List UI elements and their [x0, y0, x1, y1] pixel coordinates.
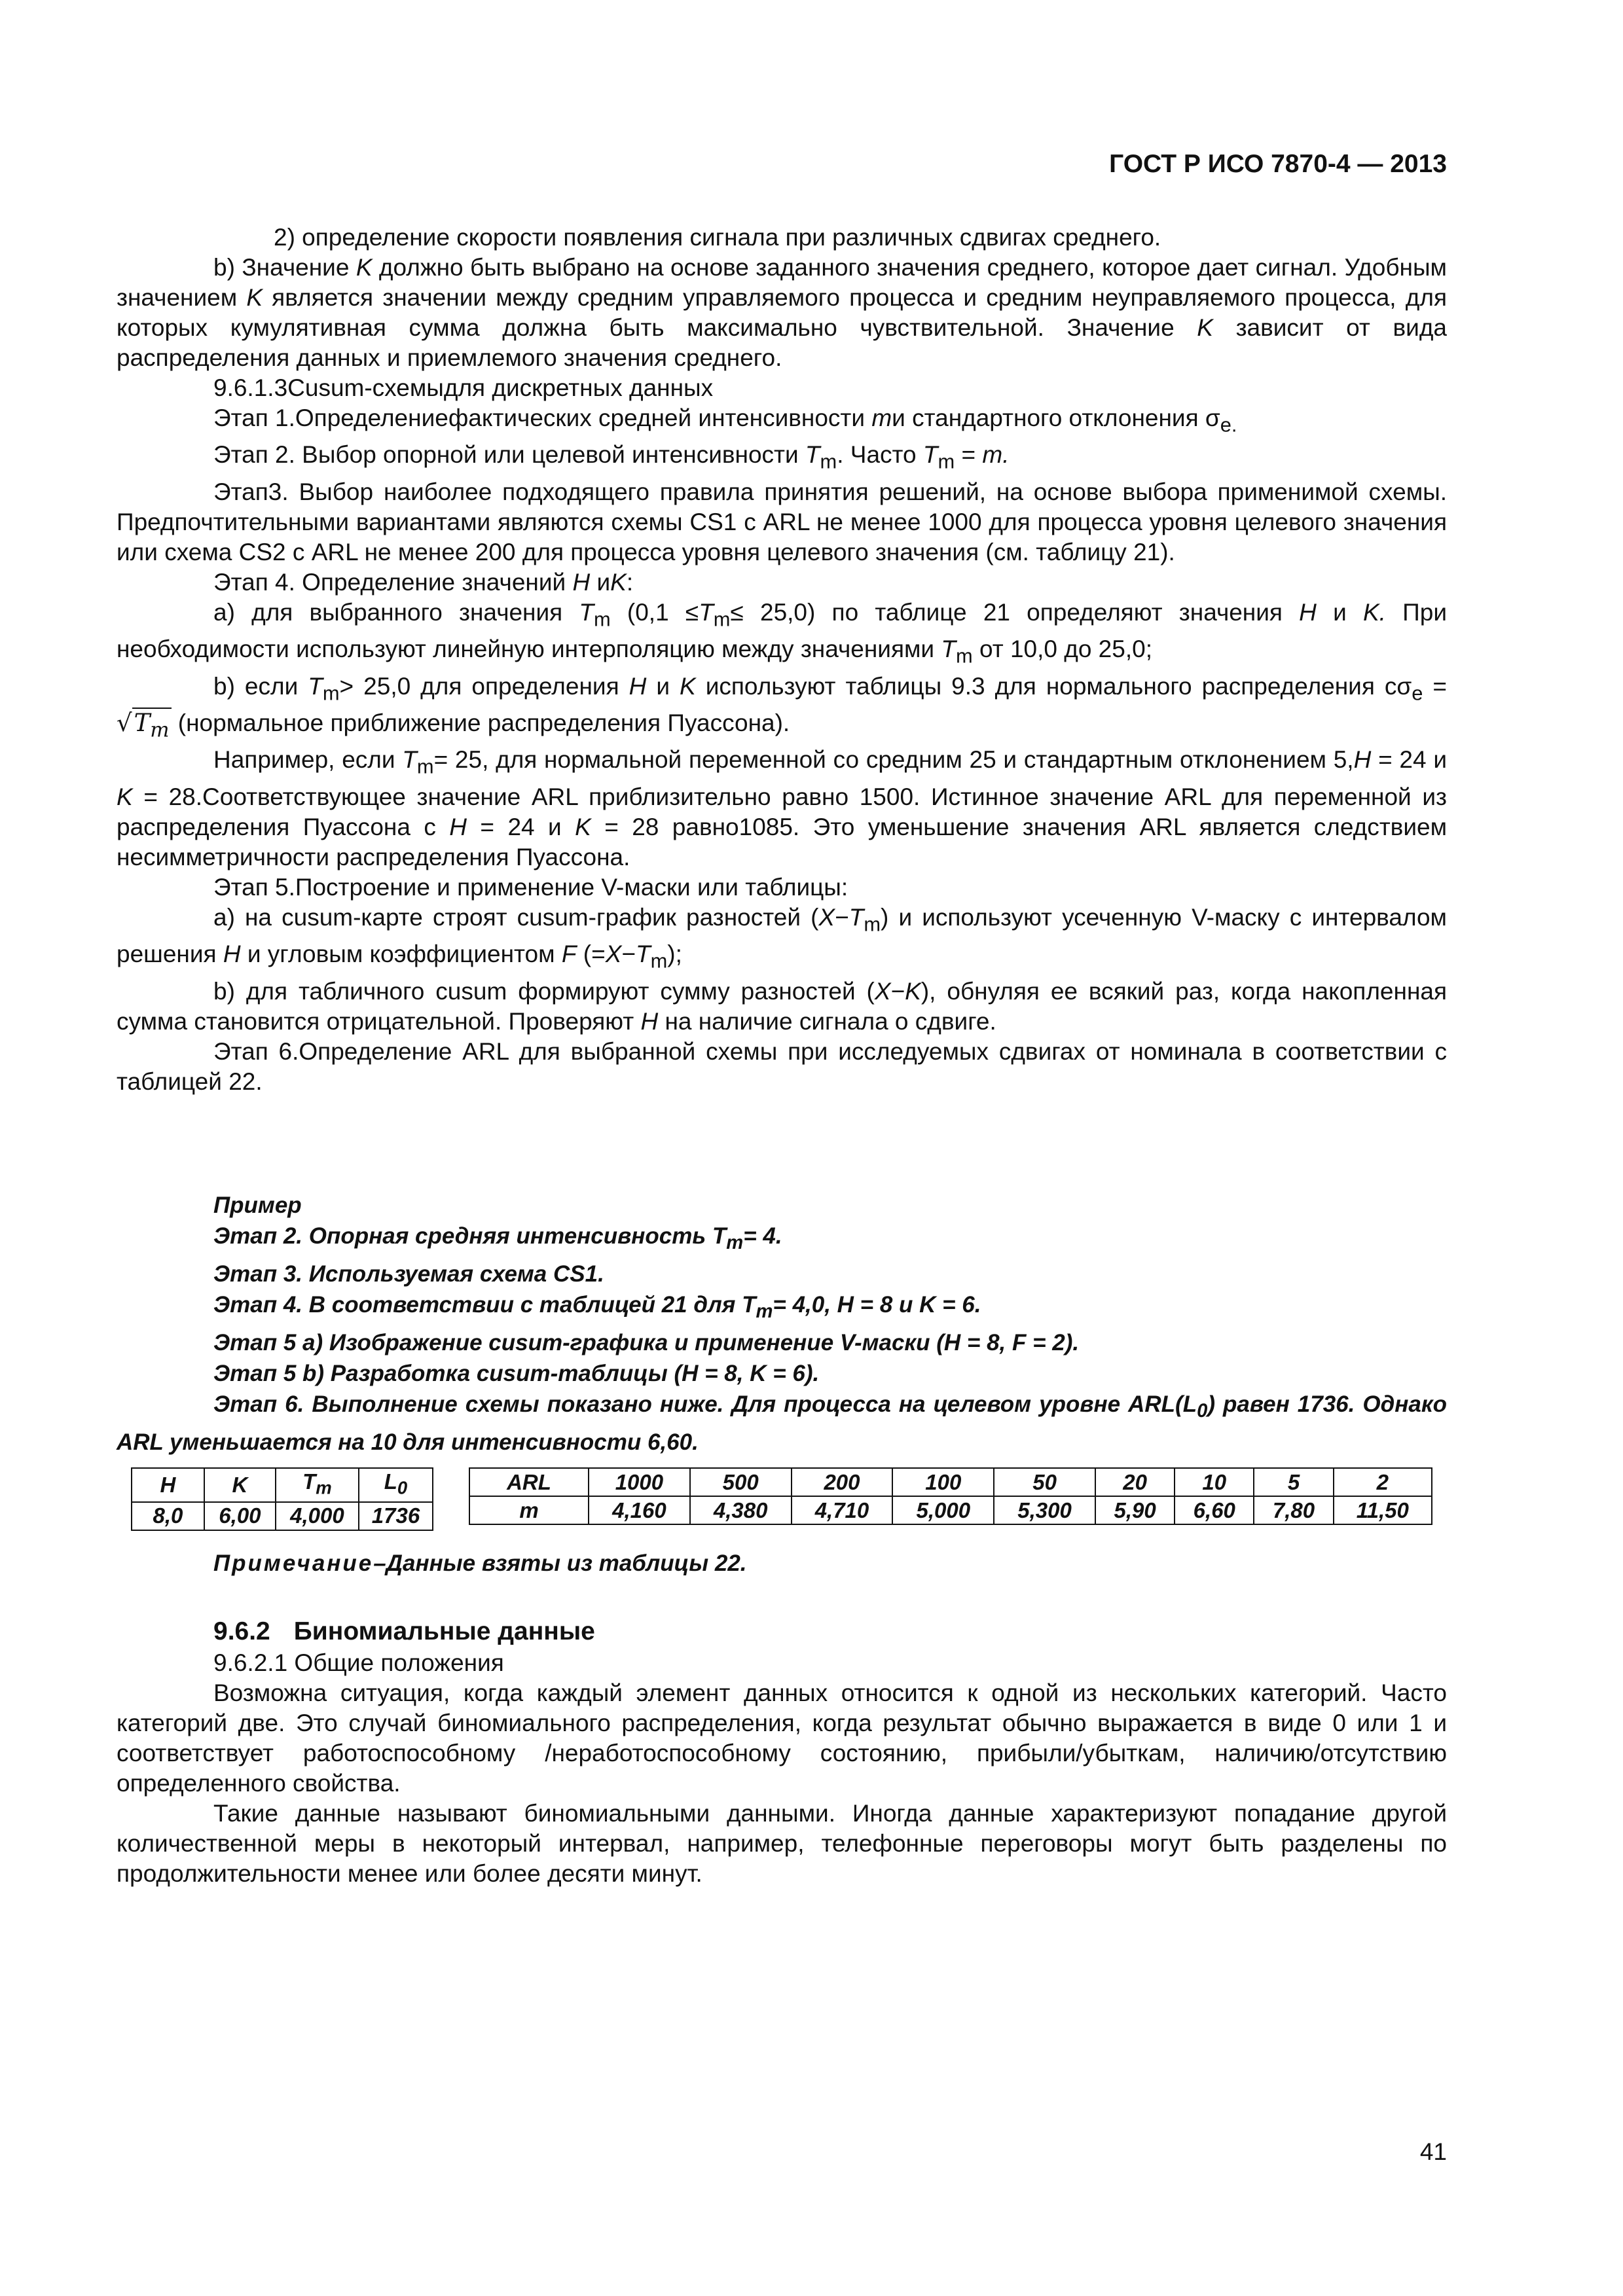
table-header-cell: 5	[1254, 1468, 1333, 1496]
document-header: ГОСТ Р ИСО 7870-4 — 2013	[1109, 150, 1447, 178]
subsection-heading-9621: 9.6.2.1 Общие положения	[213, 1649, 504, 1676]
table-cell: 7,80	[1254, 1496, 1333, 1524]
table-cell: 6,60	[1175, 1496, 1254, 1524]
table-cell: 5,90	[1095, 1496, 1175, 1524]
table-row	[132, 1502, 433, 1530]
example-step-5a: Этап 5 a) Изображение cusum-графика и применение V-маски (H = 8, F = 2).	[213, 1330, 1080, 1355]
binomial-section-text	[117, 1648, 1447, 1889]
table-header-cell: 100	[892, 1468, 994, 1496]
main-text	[117, 223, 1447, 1097]
paragraph-example-normal: Например, если $T_m= 25$, для нормальной переменной со средним 25 и стандартным отклонением 5,H = 24 и K = 28.Соответствующее значение ARL приблизительно равно 1500. Истинное значение ARL для переменной из распределения Пуассона с H = 24 и K = 28 равно1085. Это уменьшение значения ARL является следствием несимметричности распределения Пуассона.	[117, 746, 1448, 870]
paragraph-stage-5: Этап 5.Построение и применение V-маски или таблицы:	[213, 873, 848, 901]
example-step-6: Этап 6. Выполнение схемы показано ниже. Для процесса на целевом уровне $ARL(L_0)$ равен 1736. Однако ARL уменьшается на 10 для интенсивности 6,60.	[117, 1391, 1448, 1455]
table-row	[469, 1468, 1432, 1496]
table-header-cell: $T_m$	[276, 1468, 359, 1502]
paragraph-binomial-1: Возможна ситуация, когда каждый элемент данных относится к одной из нескольких категорий. Часто категорий две. Это случай биномиального распределения, когда результат обычно выражается в виде 0 или 1 и соответствует работоспособному /неработоспособному состоянию, прибыли/убыткам, наличию/отсутствию определенного свойства.	[117, 1679, 1447, 1797]
example-step-5b: Этап 5 b) Разработка cusum-таблицы (H = 8, K = 6).	[213, 1361, 820, 1386]
paragraph-stage-4b: b) если $T_m> 25,0$ для определения H и K используют таблицы 9.3 для нормального распределения $c\sigma_e = √T_m$ (нормальное приближение распределения Пуассона).	[117, 672, 1447, 742]
paragraph-k-value: b) Значение K должно быть выбрано на основе заданного значения среднего, которое дает сигнал. Удобным значением K является значении между средним управляемого процесса и средним неуправляемого процесса, для которых кумулятивная сумма должна быть максимально чувствительной. Значение K зависит от вида распределения данных и приемлемого значения среднего.	[117, 254, 1447, 371]
table-header-cell: 500	[690, 1468, 792, 1496]
table-header-cell: H	[132, 1468, 204, 1502]
table-row	[132, 1468, 433, 1502]
parameters-table	[131, 1467, 433, 1531]
table-header-cell: 20	[1095, 1468, 1175, 1496]
paragraph-stage-1: Этап 1.Определениефактических средней интенсивности mи стандартного отклонения $\sigma_{e.}$	[213, 404, 1237, 437]
example-step-2: Этап 2. Опорная средняя интенсивность $T_m= 4$.	[213, 1223, 782, 1253]
table-note	[213, 1549, 747, 1579]
sqrt-symbol: √	[117, 708, 132, 737]
note-text: –Данные взяты из таблицы 22.	[373, 1551, 747, 1576]
paragraph-stage-3: Этап3. Выбор наиболее подходящего правила принятия решений, на основе выбора применимой схемы. Предпочтительными вариантами являются схемы CS1 с ARL не менее 1000 для процесса уровня целевого значения или схема CS2 с ARL не менее 200 для процесса уровня целевого значения (см. таблицу 21).	[117, 478, 1447, 565]
table-cell: 8,0	[132, 1502, 204, 1530]
table-cell: 4,160	[589, 1496, 690, 1524]
arl-table	[469, 1467, 1432, 1525]
paragraph-stage-2: Этап 2. Выбор опорной или целевой интенсивности $T_m$. Часто $T_m = m$.	[213, 441, 1010, 473]
paragraph-binomial-2: Такие данные называют биномиальными данными. Иногда данные характеризуют попадание другой количественной меры в некоторый интервал, например, телефонные переговоры могут быть разделены по продолжительности менее или более десяти минут.	[117, 1800, 1447, 1887]
subsection-heading-9613: 9.6.1.3Cusum-схемыдля дискретных данных	[213, 374, 714, 401]
table-header-cell: 10	[1175, 1468, 1254, 1496]
table-cell: 4,000	[276, 1502, 359, 1530]
example-title: Пример	[213, 1193, 302, 1218]
table-cell: m	[469, 1496, 589, 1524]
section-heading-962: 9.6.2 Биномиальные данные	[213, 1617, 595, 1645]
table-header-cell: 2	[1334, 1468, 1432, 1496]
table-cell: 4,710	[792, 1496, 893, 1524]
sqrt-argument: $T_m$	[132, 708, 172, 737]
note-label: Примечание	[213, 1551, 374, 1576]
table-header-cell: 1000	[589, 1468, 690, 1496]
table-cell: 11,50	[1334, 1496, 1432, 1524]
paragraph-stage-4: Этап 4. Определение значений H иK:	[213, 568, 634, 596]
paragraph-stage-5b: b) для табличного cusum формируют сумму разностей (X−K), обнуляя ее всякий раз, когда накопленная сумма становится отрицательной. Проверяют H на наличие сигнала о сдвиге.	[117, 977, 1447, 1035]
table-header-cell: 200	[792, 1468, 893, 1496]
table-cell: 4,380	[690, 1496, 792, 1524]
table-cell: 5,000	[892, 1496, 994, 1524]
table-header-cell: ARL	[469, 1468, 589, 1496]
table-cell: 5,300	[994, 1496, 1095, 1524]
table-row	[469, 1496, 1432, 1524]
table-cell: 6,00	[204, 1502, 276, 1530]
paragraph-stage-5a: а) на cusum-карте строят cusum-график разностей $(X-T_m)$ и используют усеченную V-маску с интервалом решения H и угловым коэффициентом F $(=X-T_m)$;	[117, 903, 1447, 973]
table-header-cell: 50	[994, 1468, 1095, 1496]
table-cell: 1736	[359, 1502, 433, 1530]
example-block	[117, 1190, 1447, 1458]
example-step-3: Этап 3. Используемая схема CS1.	[213, 1261, 604, 1287]
paragraph-stage-6: Этап 6.Определение ARL для выбранной схемы при исследуемых сдвигах от номинала в соответствии с таблицей 22.	[117, 1037, 1447, 1095]
example-step-4: Этап 4. В соответствии с таблицей 21 для $T_m= 4,0$, H = 8 и K = 6.	[213, 1292, 981, 1322]
table-header-cell: $L_0$	[359, 1468, 433, 1502]
paragraph-step-2: 2) определение скорости появления сигнала при различных сдвигах среднего.	[274, 224, 1161, 251]
table-header-cell: K	[204, 1468, 276, 1502]
page-number: 41	[1419, 2138, 1447, 2165]
paragraph-stage-4a: а) для выбранного значения $T_m$ $(0,1 \le T_m\le 25,0)$ по таблице 21 определяют значения H и K. При необходимости используют линейную интерполяцию между значениями $T_m$ от 10,0 до 25,0;	[117, 598, 1447, 668]
